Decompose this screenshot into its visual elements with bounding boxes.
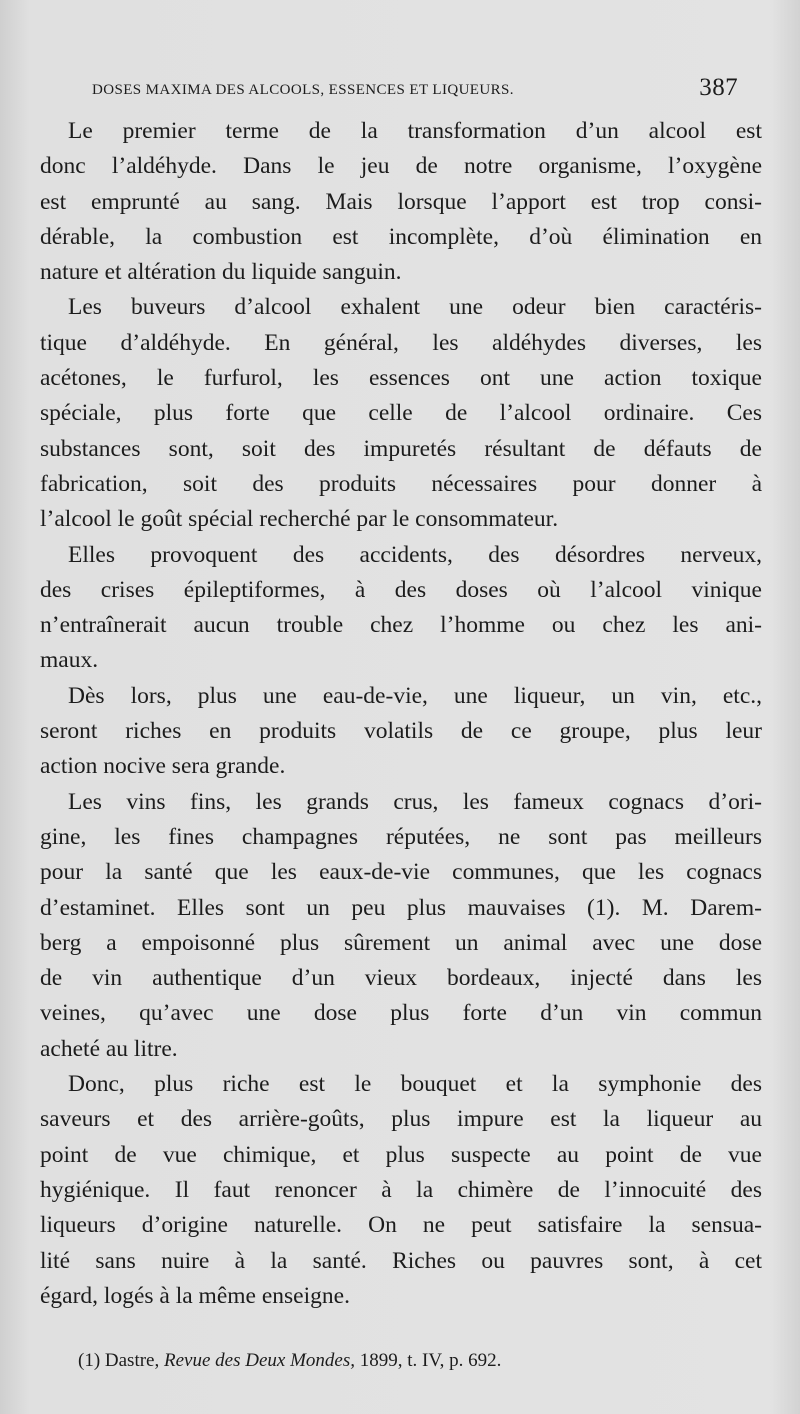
footnote-marker: (1) (78, 1350, 101, 1371)
text-line: seront riches en produits volatils de ce groupe, plus leur (40, 718, 762, 745)
text-line: des crises épileptiformes, à des doses où l’alcool vinique (40, 576, 762, 603)
text-line: substances sont, soit des impuretés résultant de défauts de (40, 435, 762, 462)
text-line: berg a empoisonné plus sûrement un animal avec une dose (40, 929, 762, 956)
text-line: Elles provoquent des accidents, des désordres nerveux, (68, 541, 762, 568)
text-line: dérable, la combustion est incomplète, d’où élimination en (40, 223, 762, 250)
running-head (92, 74, 738, 108)
text-line: fabrication, soit des produits nécessaires pour donner à (40, 470, 762, 497)
text-line: maux. (40, 647, 99, 674)
text-line: Dès lors, plus une eau-de-vie, une liqueur, un vin, etc., (68, 682, 762, 709)
footnote-journal: Revue des Deux Mondes, (164, 1350, 355, 1371)
text-line: est emprunté au sang. Mais lorsque l’apport est trop consi- (40, 188, 762, 215)
text-line: de vin authentique d’un vieux bordeaux, injecté dans les (40, 965, 762, 992)
text-line: lité sans nuire à la santé. Riches ou pauvres sont, à cet (40, 1247, 762, 1274)
body-text (40, 114, 762, 1314)
text-line: d’estaminet. Elles sont un peu plus mauvaises (1). M. Darem- (40, 894, 762, 921)
page-number: 387 (699, 74, 738, 101)
text-line: spéciale, plus forte que celle de l’alcool ordinaire. Ces (40, 400, 762, 427)
text-line: gine, les fines champagnes réputées, ne sont pas meilleurs (40, 823, 762, 850)
text-line: veines, qu’avec une dose plus forte d’un vin commun (40, 1000, 762, 1027)
text-line: point de vue chimique, et plus suspecte au point de vue (40, 1141, 762, 1168)
text-line: pour la santé que les eaux-de-vie communes, que les cognacs (40, 859, 762, 886)
text-line: nature et altération du liquide sanguin. (40, 259, 402, 286)
text-line: l’alcool le goût spécial recherché par le consommateur. (40, 506, 559, 533)
text-line: Les buveurs d’alcool exhalent une odeur bien caractéris- (68, 294, 762, 321)
text-line: Les vins fins, les grands crus, les fameux cognacs d’ori- (68, 788, 762, 815)
text-line: Donc, plus riche est le bouquet et la symphonie des (68, 1071, 762, 1098)
footnote-author: Dastre, (104, 1350, 160, 1371)
footnote (78, 1350, 501, 1372)
text-line: saveurs et des arrière-goûts, plus impure est la liqueur au (40, 1106, 762, 1133)
footnote-details: 1899, t. IV, p. 692. (359, 1350, 502, 1371)
running-title: DOSES MAXIMA DES ALCOOLS, ESSENCES ET LIQUEURS. (92, 82, 514, 98)
text-line: n’entraînerait aucun trouble chez l’homme ou chez les ani- (40, 612, 762, 639)
text-line: donc l’aldéhyde. Dans le jeu de notre organisme, l’oxygène (40, 153, 762, 180)
text-line: hygiénique. Il faut renoncer à la chimère de l’innocuité des (40, 1176, 762, 1203)
text-line: acétones, le furfurol, les essences ont une action toxique (40, 365, 762, 392)
text-line: acheté au litre. (40, 1035, 178, 1062)
text-line: action nocive sera grande. (40, 753, 286, 780)
text-line: égard, logés à la même enseigne. (40, 1282, 350, 1309)
text-line: tique d’aldéhyde. En général, les aldéhydes diverses, les (40, 329, 762, 356)
text-line: Le premier terme de la transformation d’un alcool est (68, 118, 762, 144)
text-line: liqueurs d’origine naturelle. On ne peut satisfaire la sensua- (40, 1212, 762, 1239)
